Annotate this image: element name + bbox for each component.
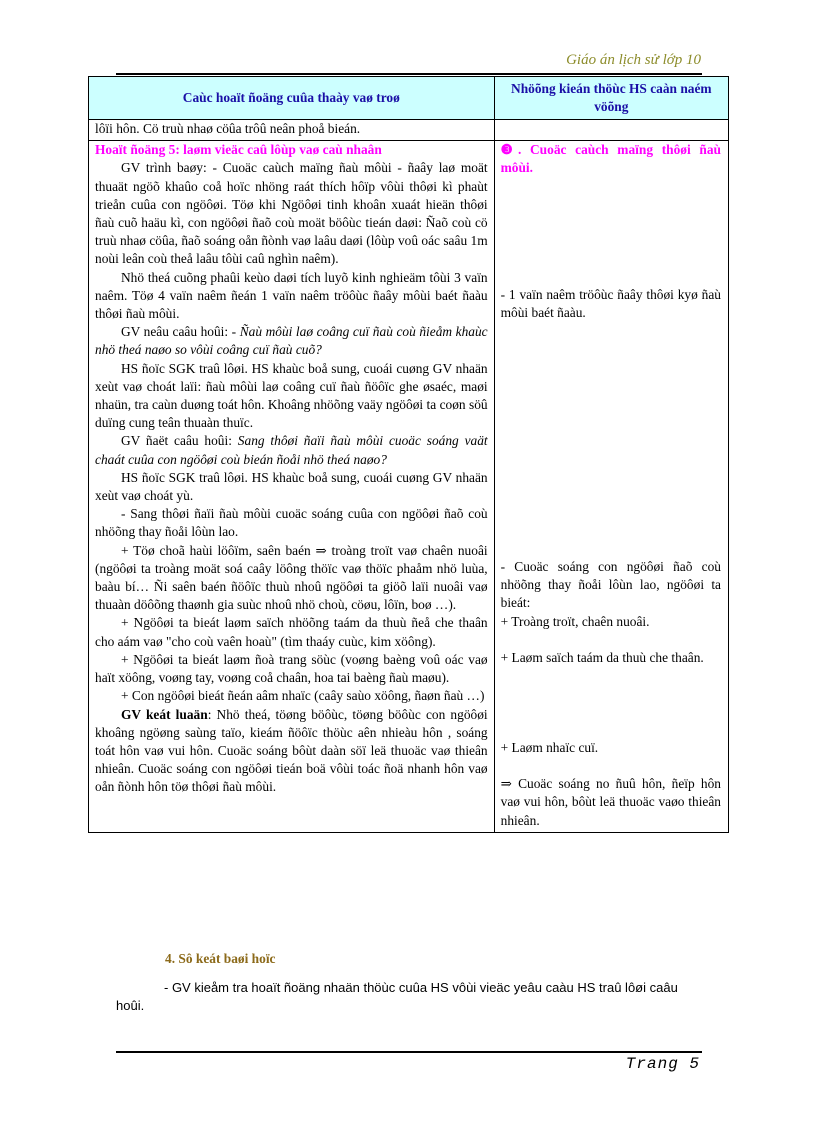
col-activities-header: Caùc hoaït ñoäng cuûa thaày vaø troø xyxy=(89,77,495,120)
spacer xyxy=(501,322,721,558)
table-row-continued xyxy=(89,120,729,141)
change-summary: - Sang thôøi ñaïi ñaù môùi cuoäc soáng cuûa con ngöôøi ñaõ coù nhöõng thay ñoåi lôùn lao. xyxy=(95,506,488,540)
spacer xyxy=(501,667,721,739)
knowledge-result: ⇒ Cuoäc soáng no ñuû hôn, ñeïp hôn vaø vui hôn, bôùt leä thuoäc vaøo thieân nhieân. xyxy=(500,776,721,828)
paragraph-timeline: Nhö theá cuõng phaûi keùo daøi tích luyõ kinh nghieäm tôùi 3 vaïn naêm. Töø 4 vaïn naêm ñeán 1 vaïn naêm tröôùc ñaây môùi baét ñaàu thôøi ñaù môùi. xyxy=(95,269,488,322)
header-rule xyxy=(116,73,702,75)
knowledge-music: + Laøm nhaïc cuï. xyxy=(500,740,599,756)
knowledge-clothing: + Laøm saïch taám da thuù che thaân. xyxy=(500,649,704,665)
knowledge-cell xyxy=(494,141,728,833)
knowledge-farming: + Troàng troït, chaên nuoâi. xyxy=(500,613,650,629)
question-1-text: Ñaù môùi laø coâng cuï ñaù coù ñieåm khaùc nhö theá naøo so vôùi coâng cuï ñaù cuõ? xyxy=(95,324,488,358)
lesson-table xyxy=(88,76,729,833)
change-jewelry: + Ngöôøi ta bieát laøm ñoà trang söùc (voøng baèng voû oác vaø haït xöông, voøng tay, voøng coå chaân, hoa tai baèng ñaù maøu). xyxy=(95,651,488,686)
change-music: + Con ngöôøi bieát ñeán aâm nhaïc (caây saùo xöông, ñaøn ñaù …) xyxy=(121,688,485,704)
conclusion-label: GV keát luaän xyxy=(121,706,208,722)
table-header-row xyxy=(89,77,729,120)
question-2-text: Sang thôøi ñaïi ñaù môùi cuoäc soáng vaät chaát cuûa con ngöôøi coù bieán ñoåi nhö theá naøo? xyxy=(95,433,488,467)
knowledge-start: - 1 vaïn naêm tröôùc ñaây thôøi kyø ñaù môùi baét ñaàu. xyxy=(500,286,721,320)
col-knowledge-header: Nhöõng kieán thöùc HS caàn naém vöõng xyxy=(494,77,728,120)
spacer xyxy=(501,631,721,649)
knowledge-changes: - Cuoäc soáng con ngöôøi ñaõ coù nhöõng thay ñoåi lôùn lao, ngöôøi ta bieát: xyxy=(500,559,721,611)
continued-text: lôïi hôn. Cö truù nhaø cöûa trôû neân phoå bieán. xyxy=(89,120,495,141)
answer-2: HS ñoïc SGK traû lôøi. HS khaùc boå sung, cuoái cuøng GV nhaän xeùt vaø choát yù. xyxy=(95,469,488,504)
continued-empty-cell xyxy=(494,120,728,141)
question-2-intro: GV ñaët caâu hoûi: xyxy=(121,433,232,449)
teacher-conclusion xyxy=(95,706,488,797)
document-header-title: Giáo án lịch sử lớp 10 xyxy=(566,52,701,68)
spacer xyxy=(501,757,721,775)
activities-cell xyxy=(89,141,495,833)
activity-heading: Hoaït ñoäng 5: laøm vieäc caû lôùp vaø caù nhaân xyxy=(95,142,382,158)
knowledge-heading: ❸. Cuoäc caùch maïng thôøi ñaù môùi. xyxy=(500,142,721,176)
footer-rule xyxy=(116,1051,702,1053)
assessment-note: - GV kieåm tra hoaït ñoäng nhaän thöùc cuûa HS vôùi vieäc yeâu caàu HS traû lôøi caâu hoûi. xyxy=(116,980,678,1013)
question-1-intro: GV neâu caâu hoûi: - xyxy=(121,324,237,340)
answer-1: HS ñoïc SGK traû lôøi. HS khaùc boå sung, cuoái cuøng GV nhaän xeùt vaø choát laïi: ñaù môùi laø coâng cuï ñaù ñöôïc ghe øsaéc, maøi nhaün, tra caùn duøng toát hôn. Khoâng nhöõng vaäy ngöôøi ta coøn söû duïng cung teân thuaàn thuïc. xyxy=(95,360,488,431)
spacer xyxy=(501,178,721,286)
question-1 xyxy=(95,323,488,359)
section-title: 4. Sô keát baøi hoïc xyxy=(165,951,276,966)
question-2 xyxy=(95,432,488,468)
page-number: Trang 5 xyxy=(625,1055,700,1073)
change-farming: + Töø choã haùi löôïm, saên baén ⇒ troàng troït vaø chaên nuoâi (ngöôøi ta troàng moät soá caây löông thöïc vaø thöïc phaåm nhö luùa, baàu bí… Ñi saên baén ñöôïc thuù nhoû ngöôøi ta giöõ laïi nuoâi vaø thuaàn döôõng thaønh gia suùc nhoû nhö choù, cöøu, lôïn, boø …). xyxy=(95,542,488,613)
change-clothing: + Ngöôøi ta bieát laøm saïch nhöõng taám da thuù ñeå che thaân cho aám vaø "cho coù vaên hoaù" (tìm thaáy cuùc, kim xöông). xyxy=(95,615,488,649)
table-row-activity-5 xyxy=(89,141,729,833)
conclusion-text: : Nhö theá, töøng böôùc, töøng böôùc con ngöôøi khoâng ngöøng saùng taïo, kieám ñöôïc thöùc aên nhieàu hôn , soáng toát hôn vaø vui hôn. Cuoäc soáng bôùt daàn söï leä thuoäc vaø thieân nhieân. Cuoäc soáng con ngöôøi tieán boä vôùi toác ñoä nhanh hôn vaø oån ñònh hôn töø thôøi ñaù môùi. xyxy=(95,706,488,795)
teacher-presentation: GV trình baøy: - Cuoäc caùch maïng ñaù môùi - ñaây laø moät thuaät ngöõ khaûo coå hoïc nhöng raát thích hôïp vôùi thôøi kì phaùt trieån cuûa con ngöôøi. Töø khi Ngöôøi tinh khoân xuaát hieän thôøi ñaù cuõ haäu kì, con ngöôøi ñaõ coù moät böôùc tieán daøi: Ñaõ coù cö truù nhaø cöûa, ñaõ soáng oån ñònh vaø laâu daøi (lôùp voû oác saâu 1m noùi leân coù theå laâu tôùi caû nghìn naêm). xyxy=(95,160,488,267)
